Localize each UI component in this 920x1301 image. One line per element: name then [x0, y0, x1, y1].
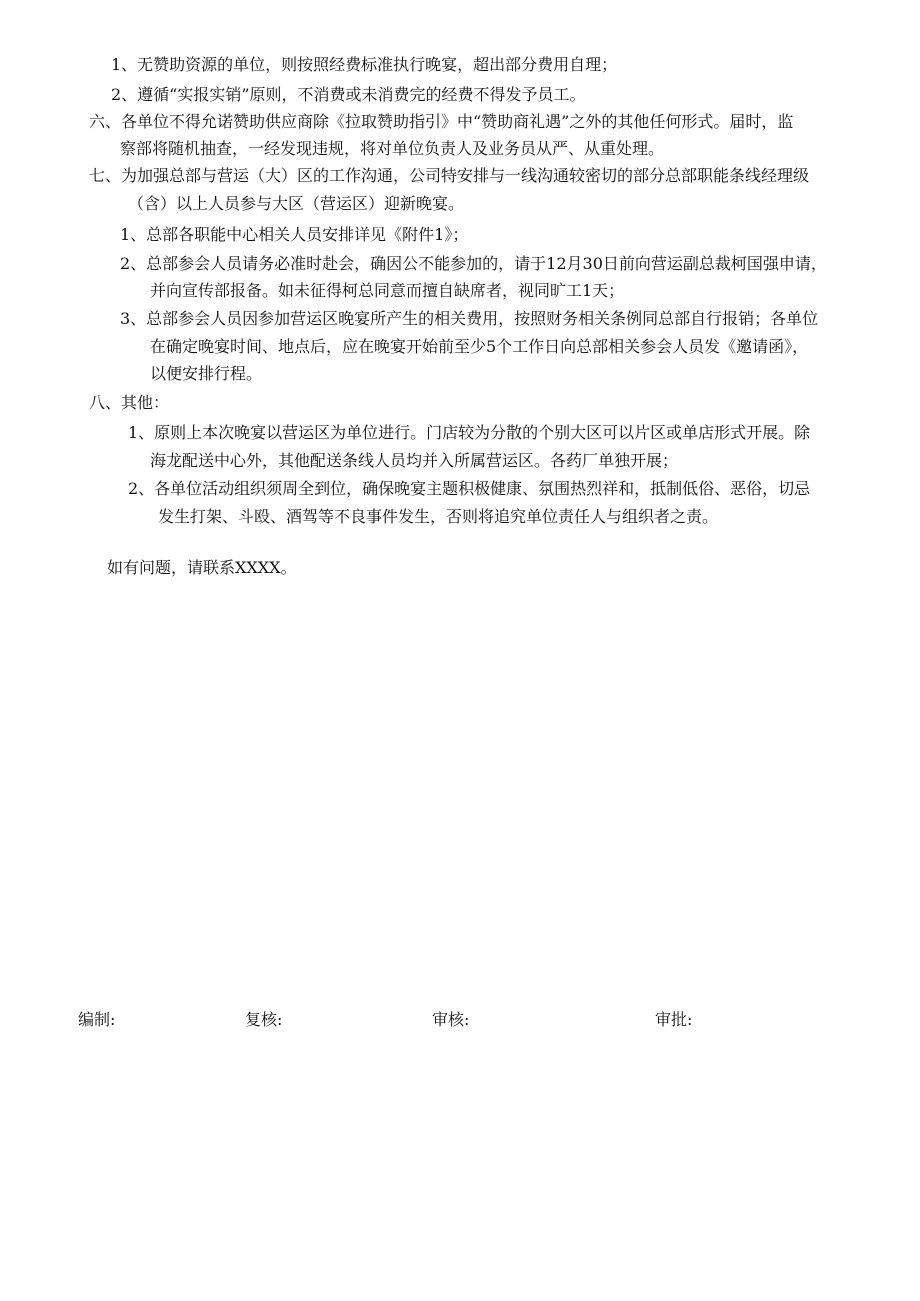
text-line: （含）以上人员参与大区（营运区）迎新晚宴。: [128, 194, 465, 213]
approve-label: 审批:: [655, 1010, 693, 1029]
section-heading-7: 七、为加强总部与营运（大）区的工作沟通，公司特安排与一线沟通较密切的部分总部职能条线经理级: [89, 166, 810, 185]
text-line: 发生打架、斗殴、酒驾等不良事件发生，否则将追究单位责任人与组织者之责。: [158, 507, 719, 526]
text-line: 1、原则上本次晚宴以营运区为单位进行。门店较为分散的个别大区可以片区或单店形式开展。除: [128, 423, 811, 442]
text-line: 3、总部参会人员因参加营运区晚宴所产生的相关费用，按照财务相关条例同总部自行报销；各单位: [120, 309, 819, 328]
contact-line: 如有问题，请联系XXXX。: [107, 558, 297, 577]
text-line: 2、遵循“实报实销”原则，不消费或未消费完的经费不得发予员工。: [111, 85, 586, 104]
text-line: 海龙配送中心外，其他配送条线人员均并入所属营运区。各药厂单独开展；: [150, 451, 679, 470]
text-line: 1、总部各职能中心相关人员安排详见《附件1》；: [120, 225, 469, 244]
text-line: 以便安排行程。: [150, 364, 263, 383]
text-line: 2、各单位活动组织须周全到位，确保晚宴主题积极健康、氛围热烈祥和，抵制低俗、恶俗，切忌: [128, 479, 811, 498]
text-line: 并向宣传部报备。如未征得柯总同意而擅自缺席者，视同旷工1天；: [150, 281, 625, 300]
text-line: 在确定晚宴时间、地点后，应在晚宴开始前至少5个工作日向总部相关参会人员发《邀请函》，: [150, 337, 809, 356]
text-line: 1、无赞助资源的单位，则按照经费标准执行晚宴，超出部分费用自理；: [111, 55, 618, 74]
audit-label: 审核:: [432, 1010, 470, 1029]
compile-label: 编制:: [78, 1010, 116, 1029]
text-line: 2、总部参会人员请务必准时赴会，确因公不能参加的，请于12月30日前向营运副总裁柯国强申请，: [120, 254, 827, 273]
text-line: 察部将随机抽查，一经发现违规，将对单位负责人及业务员从严、从重处理。: [120, 139, 665, 158]
review-label: 复核:: [245, 1010, 283, 1029]
section-heading-6: 六、各单位不得允诺赞助供应商除《拉取赞助指引》中“赞助商礼遇”之外的其他任何形式。届时，监: [89, 112, 794, 131]
section-heading-8: 八、其他：: [89, 393, 170, 412]
